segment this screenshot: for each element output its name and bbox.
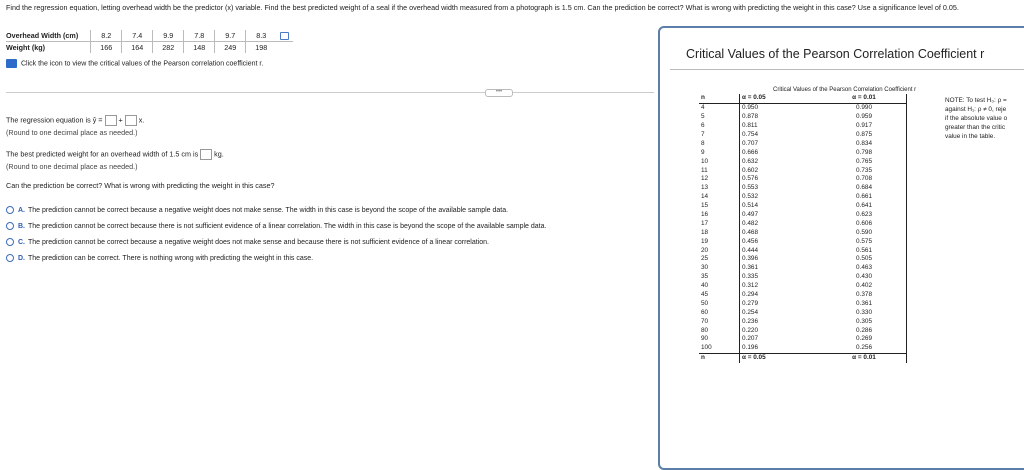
alpha-05-cell: 0.279 <box>740 299 823 308</box>
n-cell: 70 <box>701 317 709 325</box>
n-cell: 14 <box>701 193 709 201</box>
alpha-05-cell: 0.294 <box>740 291 823 300</box>
alpha-01-cell: 0.798 <box>822 148 907 157</box>
weight-row-label: Weight (kg) <box>6 43 45 52</box>
critical-row <box>699 344 907 353</box>
option-a[interactable] <box>6 206 508 214</box>
alpha-01-cell: 0.641 <box>822 202 907 211</box>
alpha-01-cell: 0.305 <box>822 317 907 326</box>
alpha-01-cell: 0.505 <box>822 255 907 264</box>
critical-row <box>699 148 907 157</box>
critical-row <box>699 308 907 317</box>
critical-row <box>699 237 907 246</box>
critical-row <box>699 184 907 193</box>
n-cell: 18 <box>701 228 709 236</box>
option-text: The prediction cannot be correct because a negative weight does not make sense and because there is not sufficient evidence of a linear correlation. <box>28 238 489 246</box>
header-alpha-05: α = 0.05 <box>740 94 823 103</box>
alpha-01-cell: 0.590 <box>822 228 907 237</box>
radio-icon[interactable] <box>6 254 14 262</box>
alpha-01-cell: 0.463 <box>822 264 907 273</box>
alpha-01-cell: 0.684 <box>822 184 907 193</box>
prediction-label: The best predicted weight for an overhead width of 1.5 cm is <box>6 149 199 159</box>
alpha-01-cell: 0.430 <box>822 273 907 282</box>
n-cell: 4 <box>701 104 705 112</box>
critical-row <box>699 317 907 326</box>
sample-data-table <box>6 30 293 53</box>
plus-sign: + <box>118 115 123 125</box>
width-cell: 9.9 <box>153 30 184 42</box>
n-cell: 45 <box>701 291 709 299</box>
alpha-01-cell: 0.917 <box>822 122 907 131</box>
n-cell: 11 <box>701 166 708 174</box>
critical-row <box>699 264 907 273</box>
alpha-05-cell: 0.335 <box>740 273 823 282</box>
n-cell: 80 <box>701 326 709 334</box>
dialog-separator <box>670 69 1024 70</box>
book-icon[interactable] <box>6 59 17 68</box>
alpha-01-cell: 0.606 <box>822 219 907 228</box>
alpha-01-cell: 0.661 <box>822 193 907 202</box>
width-cell: 7.8 <box>184 30 215 42</box>
n-cell: 17 <box>701 219 709 227</box>
alpha-05-cell: 0.196 <box>740 344 823 353</box>
alpha-05-cell: 0.811 <box>740 122 823 131</box>
n-cell: 9 <box>701 148 705 156</box>
header-n: n <box>699 94 740 103</box>
alpha-01-cell: 0.575 <box>822 237 907 246</box>
n-cell: 6 <box>701 122 705 130</box>
option-d[interactable] <box>6 254 313 262</box>
alpha-05-cell: 0.468 <box>740 228 823 237</box>
note-line: greater than the critic <box>945 124 1006 131</box>
weight-cell: 282 <box>153 42 184 54</box>
dialog-title: Critical Values of the Pearson Correlation Coefficient r <box>686 47 985 61</box>
test-note <box>945 96 1007 141</box>
critical-row <box>699 299 907 308</box>
note-line: if the absolute value o <box>945 115 1008 122</box>
alpha-05-cell: 0.553 <box>740 184 823 193</box>
regression-question <box>6 115 144 126</box>
critical-row <box>699 122 907 131</box>
weight-cell: 198 <box>246 42 277 54</box>
radio-icon[interactable] <box>6 206 14 214</box>
alpha-01-cell: 0.708 <box>822 175 907 184</box>
option-letter: B. <box>18 222 25 230</box>
critical-row <box>699 166 907 175</box>
alpha-05-cell: 0.707 <box>740 139 823 148</box>
alpha-05-cell: 0.236 <box>740 317 823 326</box>
alpha-01-cell: 0.735 <box>822 166 907 175</box>
option-letter: D. <box>18 254 25 262</box>
alpha-01-cell: 0.330 <box>822 308 907 317</box>
width-cell: 8.3 <box>246 30 277 42</box>
critical-row <box>699 139 907 148</box>
option-b[interactable] <box>6 222 546 230</box>
critical-row <box>699 246 907 255</box>
expand-handle[interactable]: ••• <box>485 89 513 97</box>
critical-values-link[interactable] <box>6 59 263 68</box>
critical-row <box>699 157 907 166</box>
n-cell: 5 <box>701 113 705 121</box>
prediction-question <box>6 149 224 160</box>
regression-label: The regression equation is ŷ = <box>6 115 103 125</box>
alpha-05-cell: 0.632 <box>740 157 823 166</box>
rounding-note-2: (Round to one decimal place as needed.) <box>6 162 138 171</box>
alpha-05-cell: 0.754 <box>740 131 823 140</box>
critical-row <box>699 219 907 228</box>
alpha-05-cell: 0.514 <box>740 202 823 211</box>
x-label: x. <box>138 115 145 125</box>
critical-row <box>699 291 907 300</box>
footer-n: n <box>699 353 740 362</box>
alpha-05-cell: 0.950 <box>740 103 823 112</box>
width-cell: 8.2 <box>91 30 122 42</box>
critical-row <box>699 175 907 184</box>
alpha-01-cell: 0.875 <box>822 131 907 140</box>
alpha-01-cell: 0.834 <box>822 139 907 148</box>
weight-cell: 249 <box>215 42 246 54</box>
weight-cell: 166 <box>91 42 122 54</box>
alpha-01-cell: 0.286 <box>822 326 907 335</box>
critical-row <box>699 273 907 282</box>
n-cell: 50 <box>701 299 709 307</box>
n-cell: 10 <box>701 157 709 165</box>
alpha-05-cell: 0.207 <box>740 335 823 344</box>
n-cell: 20 <box>701 246 709 254</box>
alpha-05-cell: 0.254 <box>740 308 823 317</box>
width-cell: 9.7 <box>215 30 246 42</box>
alpha-05-cell: 0.312 <box>740 282 823 291</box>
n-cell: 60 <box>701 308 709 316</box>
note-line: value in the table. <box>945 133 996 140</box>
critical-row <box>699 103 907 112</box>
alpha-05-cell: 0.666 <box>740 148 823 157</box>
alpha-01-cell: 0.378 <box>822 291 907 300</box>
alpha-05-cell: 0.497 <box>740 211 823 220</box>
section-divider <box>6 92 654 93</box>
n-cell: 16 <box>701 211 709 219</box>
alpha-01-cell: 0.561 <box>822 246 907 255</box>
radio-icon[interactable] <box>6 222 14 230</box>
slope-input[interactable] <box>125 115 137 126</box>
correctness-question: Can the prediction be correct? What is wrong with predicting the weight in this case? <box>6 181 275 190</box>
alpha-01-cell: 0.623 <box>822 211 907 220</box>
critical-row <box>699 335 907 344</box>
option-letter: C. <box>18 238 25 246</box>
n-cell: 19 <box>701 237 709 245</box>
n-cell: 90 <box>701 335 709 343</box>
critical-row <box>699 202 907 211</box>
alpha-01-cell: 0.765 <box>822 157 907 166</box>
radio-icon[interactable] <box>6 238 14 246</box>
predicted-weight-input[interactable] <box>200 149 212 160</box>
n-cell: 30 <box>701 264 709 272</box>
header-alpha-01: α = 0.01 <box>822 94 907 103</box>
width-cell: 7.4 <box>122 30 153 42</box>
note-line: against H₁: ρ ≠ 0, reje <box>945 106 1007 113</box>
n-cell: 100 <box>701 344 712 352</box>
alpha-01-cell: 0.361 <box>822 299 907 308</box>
critical-row <box>699 282 907 291</box>
weight-cell: 164 <box>122 42 153 54</box>
alpha-01-cell: 0.990 <box>822 103 907 112</box>
width-row-label: Overhead Width (cm) <box>6 30 91 42</box>
option-letter: A. <box>18 206 25 214</box>
option-text: The prediction cannot be correct because a negative weight does not make sense. The width in this case is beyond the scope of the available sample data. <box>28 206 509 214</box>
n-cell: 8 <box>701 139 705 147</box>
critical-row <box>699 193 907 202</box>
rounding-note-1: (Round to one decimal place as needed.) <box>6 128 138 137</box>
n-cell: 12 <box>701 175 709 183</box>
critical-row <box>699 131 907 140</box>
n-cell: 7 <box>701 131 705 138</box>
alpha-05-cell: 0.878 <box>740 113 823 122</box>
critical-row <box>699 211 907 220</box>
n-cell: 25 <box>701 255 709 263</box>
alpha-05-cell: 0.444 <box>740 246 823 255</box>
alpha-05-cell: 0.576 <box>740 175 823 184</box>
n-cell: 15 <box>701 202 709 210</box>
alpha-05-cell: 0.602 <box>740 166 823 175</box>
weight-cell: 148 <box>184 42 215 54</box>
table-caption: Critical Values of the Pearson Correlation Coefficient r <box>773 87 917 93</box>
option-text: The prediction cannot be correct because there is not sufficient evidence of a linear correlation. The width in this case is beyond the scope of the available sample data. <box>28 222 547 230</box>
option-c[interactable] <box>6 238 489 246</box>
alpha-05-cell: 0.361 <box>740 264 823 273</box>
hint-text: Click the icon to view the critical values of the Pearson correlation coefficient r. <box>21 60 264 68</box>
critical-row <box>699 113 907 122</box>
critical-values-table <box>699 94 907 363</box>
alpha-05-cell: 0.532 <box>740 193 823 202</box>
critical-row <box>699 255 907 264</box>
unit-label: kg. <box>214 149 224 159</box>
alpha-01-cell: 0.402 <box>822 282 907 291</box>
option-text: The prediction can be correct. There is nothing wrong with predicting the weight in this case. <box>28 254 314 262</box>
alpha-05-cell: 0.220 <box>740 326 823 335</box>
question-intro: Find the regression equation, letting overhead width be the predictor (x) variable. Find the best predicted weight of a seal if the overhead width measured from a photograph is 1.5 cm. Can the prediction be correct? What is wrong with predicting the weight in this case? Use a significance level of 0.05. <box>6 3 959 12</box>
alpha-05-cell: 0.396 <box>740 255 823 264</box>
alpha-05-cell: 0.482 <box>740 219 823 228</box>
alpha-05-cell: 0.456 <box>740 237 823 246</box>
intercept-input[interactable] <box>105 115 117 126</box>
alpha-01-cell: 0.959 <box>822 113 907 122</box>
alpha-01-cell: 0.256 <box>822 344 907 353</box>
n-cell: 35 <box>701 273 709 281</box>
n-cell: 13 <box>701 184 709 192</box>
critical-row <box>699 326 907 335</box>
footer-alpha-01: α = 0.01 <box>822 353 907 362</box>
n-cell: 40 <box>701 282 709 290</box>
alpha-01-cell: 0.269 <box>822 335 907 344</box>
critical-row <box>699 228 907 237</box>
footer-alpha-05: α = 0.05 <box>740 353 823 362</box>
note-line: NOTE: To test H₀: ρ = <box>945 97 1007 104</box>
copy-data-icon[interactable] <box>276 30 293 42</box>
